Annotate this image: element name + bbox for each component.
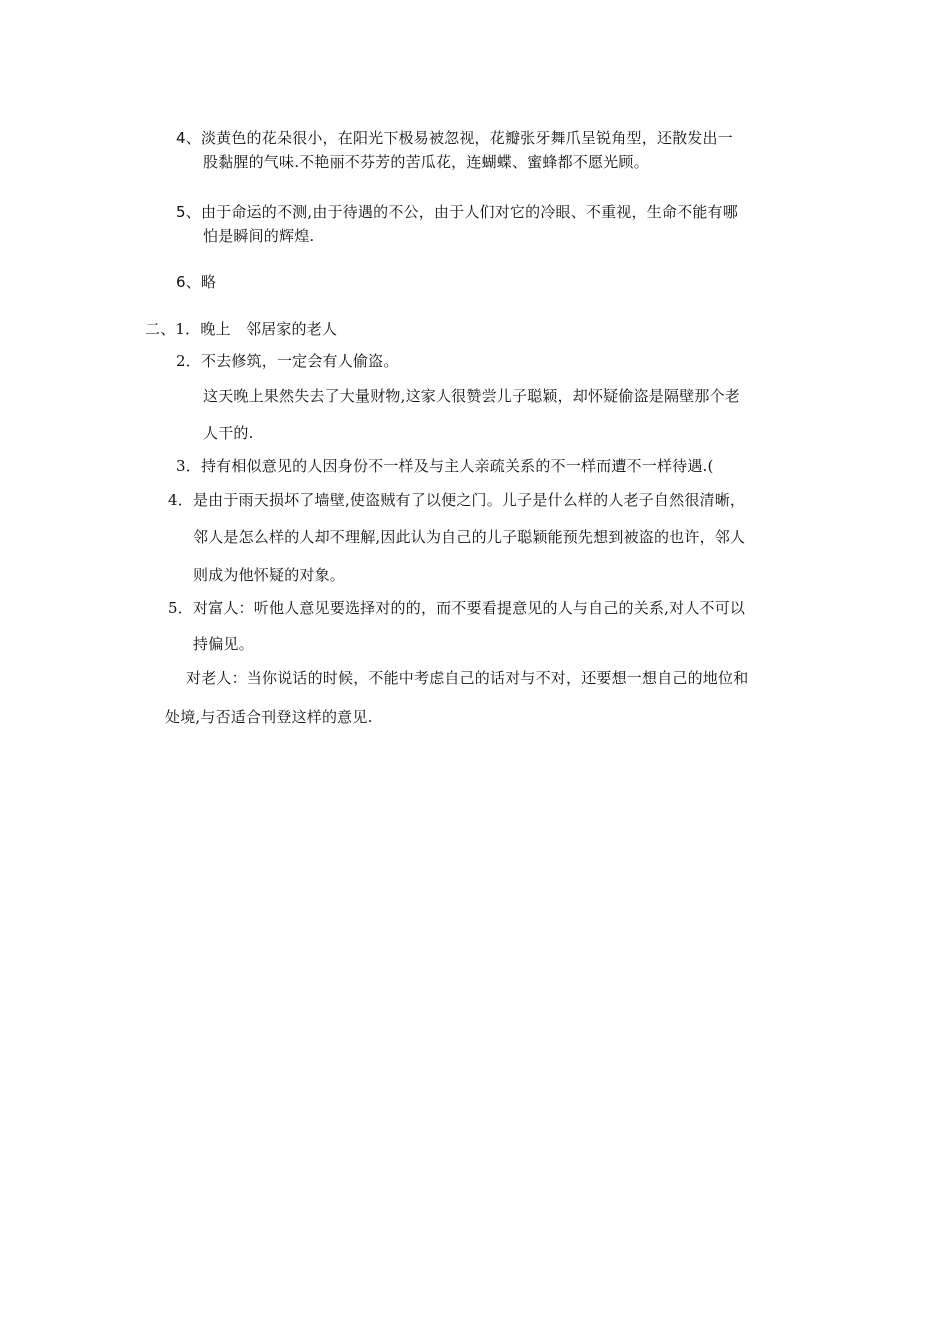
answer-item-5-line-2: 怕是瞬间的辉煌.: [203, 227, 315, 245]
answer-item-6-number: 6: [176, 273, 186, 291]
section-2-question-1: 二、1．晚上 邻居家的老人: [145, 320, 338, 338]
section-2-question-4-line-2: 邻人是怎么样的人却不理解,因此认为自己的儿子聪颖能预先想到被盗的也许，邻人: [193, 528, 746, 546]
answer-item-6: [176, 272, 216, 292]
section-2-question-3: 3．持有相似意见的人因身份不一样及与主人亲疏关系的不一样而遭不一样待遇.(: [176, 457, 714, 475]
section-2-question-5-old-man-line-2: 处境,与否适合刊登这样的意见.: [165, 708, 373, 726]
section-2-question-5-line-1: 5．对富人：听他人意见要选择对的的，而不要看提意见的人与自己的关系,对人不可以: [168, 599, 746, 617]
answer-item-4-line-1: [176, 128, 733, 148]
section-2-question-4-line-1: 4．是由于雨天损坏了墙壁,使盗贼有了以便之门。儿子是什么样的人老子自然很清晰，: [168, 491, 746, 509]
answer-item-5-text: 、由于命运的不测,由于待遇的不公，由于人们对它的冷眼、不重视，生命不能有哪: [185, 203, 738, 221]
section-2-question-5-line-2: 持偏见。: [193, 635, 254, 653]
answer-item-6-text: 、略: [185, 273, 217, 291]
answer-item-4-text: 、淡黄色的花朵很小，在阳光下极易被忽视，花瓣张牙舞爪呈锐角型，还散发出一: [185, 129, 733, 147]
section-2-question-5-old-man-line-1: 对老人：当你说话的时候，不能中考虑自己的话对与不对，还要想一想自己的地位和: [186, 669, 749, 687]
answer-item-4-line-2: 股黏腥的气味.不艳丽不芬芳的苦瓜花，连蝴蝶、蜜蜂都不愿光顾。: [203, 153, 649, 171]
section-2-question-2: 2．不去修筑，一定会有人偷盗。: [176, 352, 399, 370]
section-2-question-4-line-3: 则成为他怀疑的对象。: [193, 566, 346, 584]
answer-item-5-line-1: [176, 202, 738, 222]
answer-item-4-number: 4: [176, 129, 186, 147]
section-2-question-2-continued-1: 这天晚上果然失去了大量财物,这家人很赞尝儿子聪颖，却怀疑偷盗是隔壁那个老: [203, 387, 740, 405]
answer-item-5-number: 5: [176, 203, 186, 221]
section-2-question-2-continued-2: 人干的.: [203, 424, 254, 442]
